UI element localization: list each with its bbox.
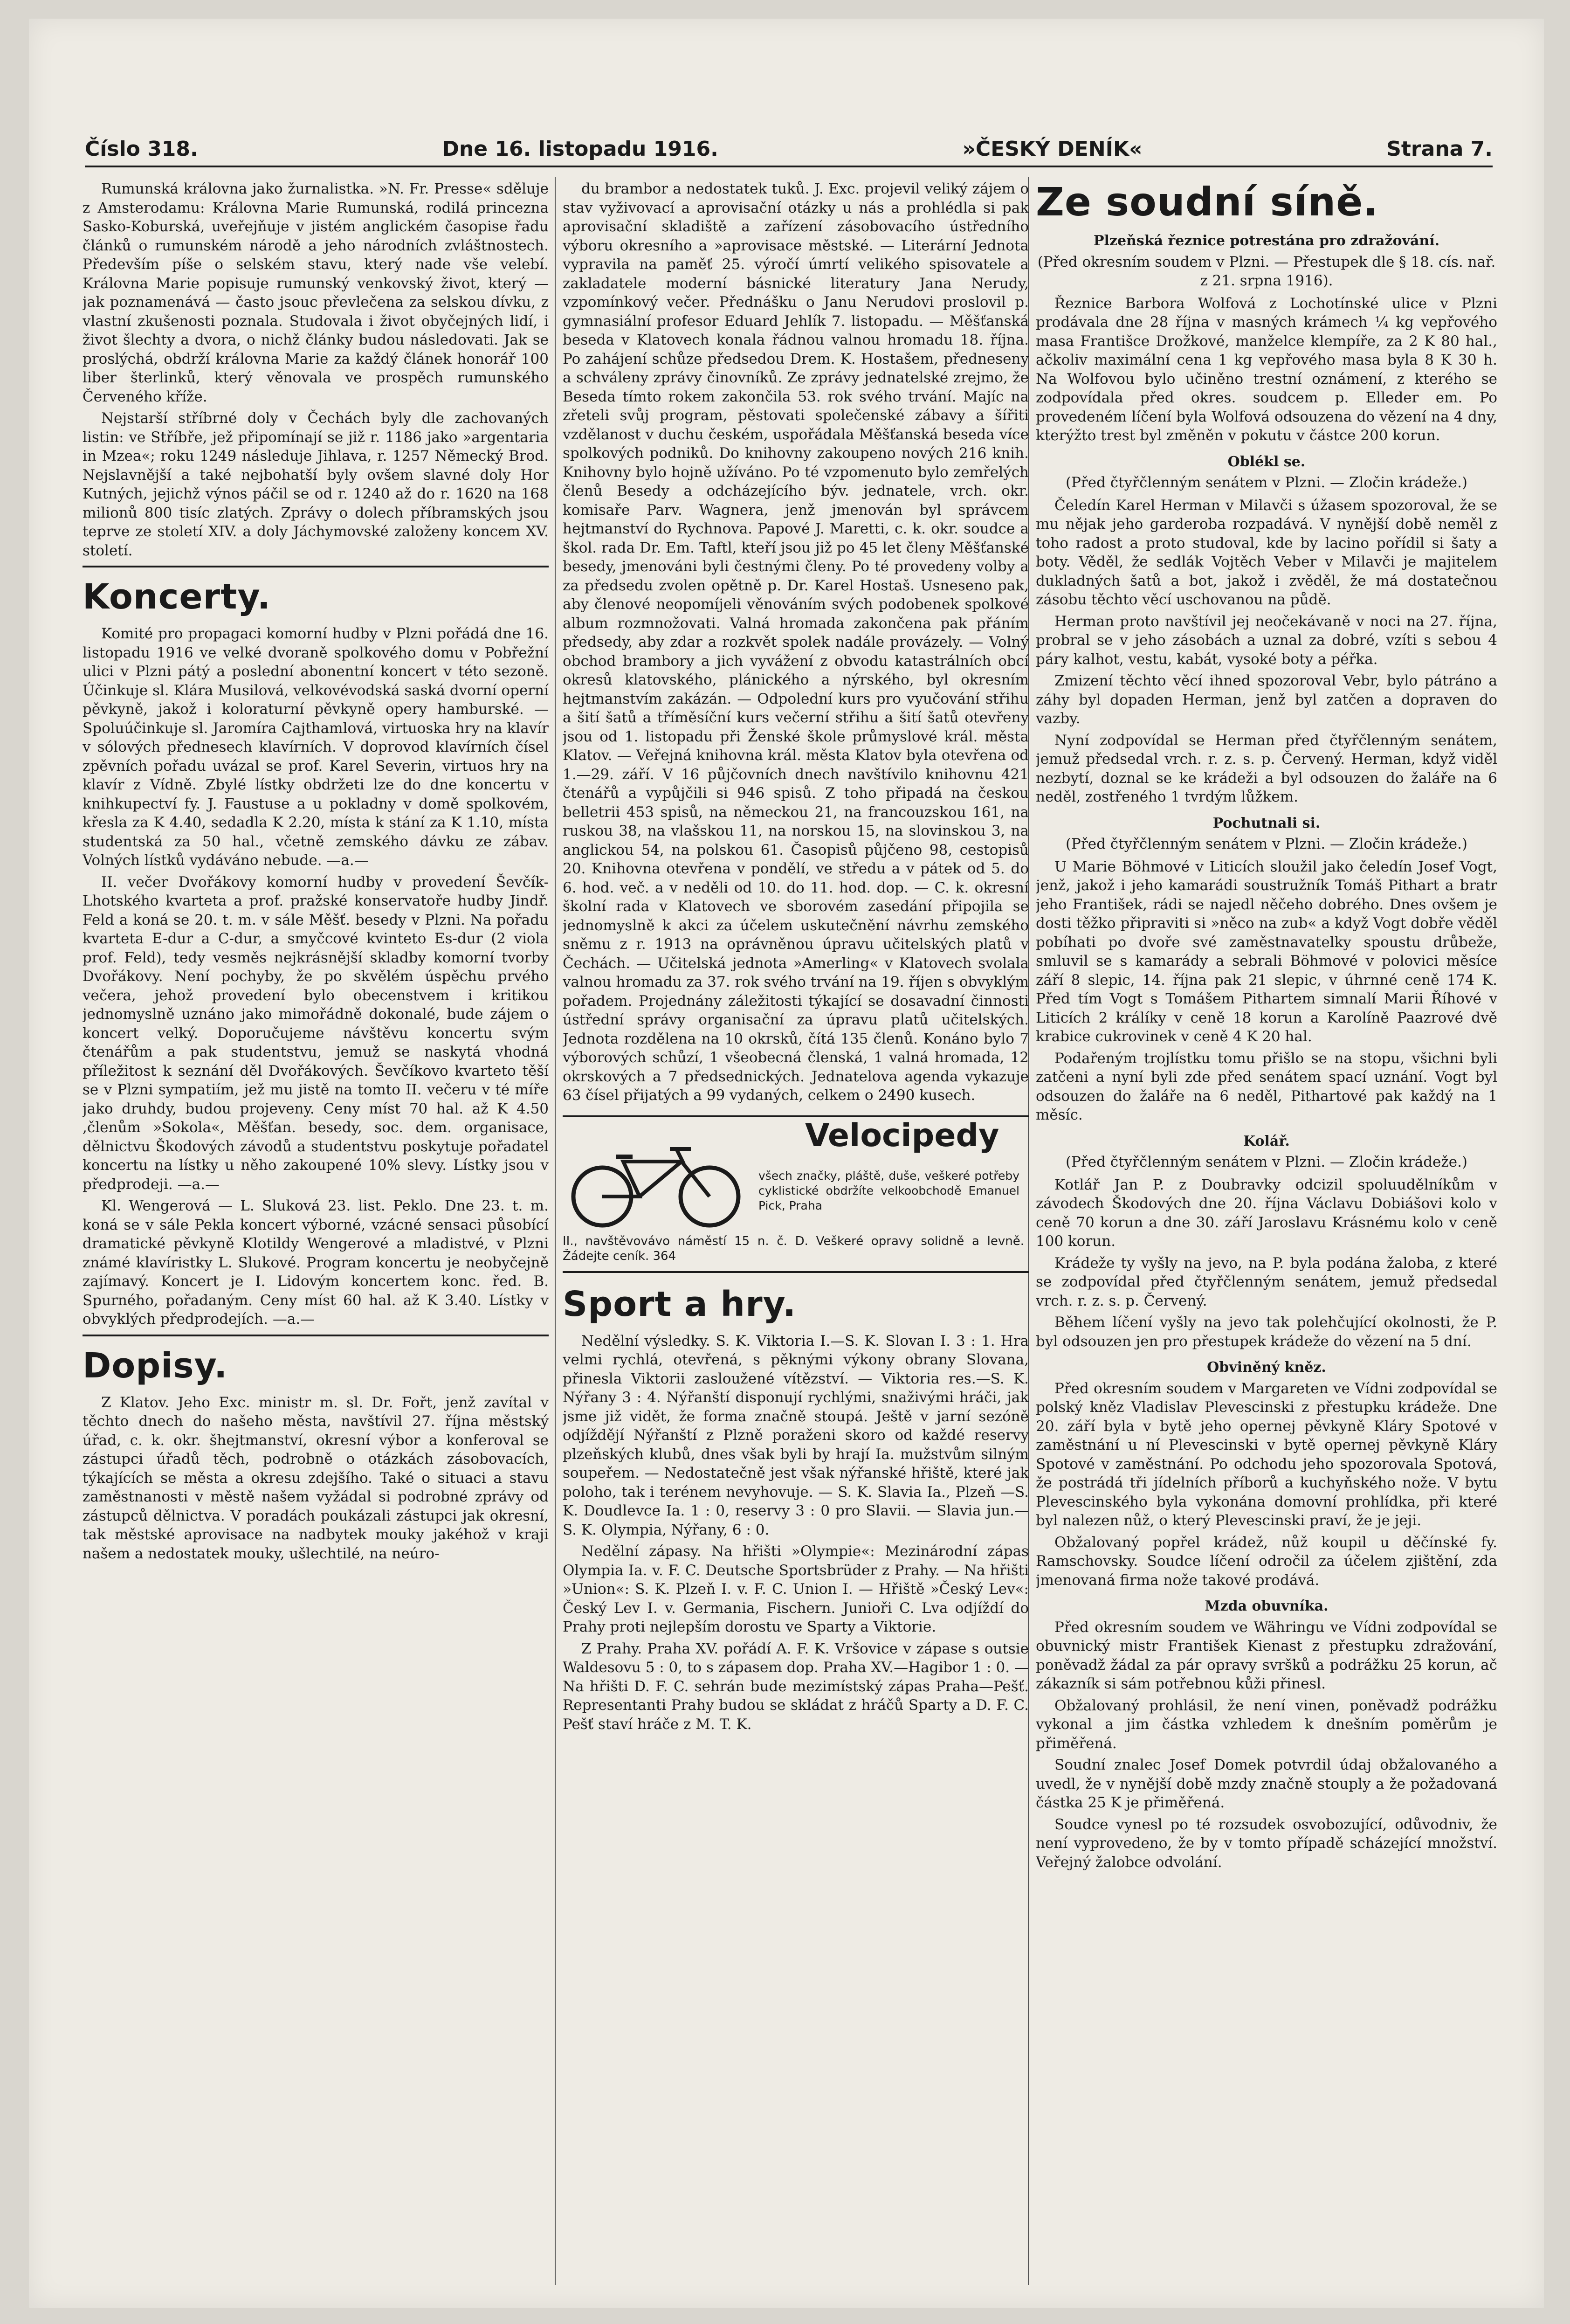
section-title-sport: Sport a hry. xyxy=(563,1284,797,1324)
article-chamber-music: Komité pro propagaci komorní hudby v Plzni pořádá dne 16. listopadu 1916 ve velké dvoraně spolkového domu v Pobřežní ulici v Plzni pátý a poslední abonentní koncert v této sezoně. Účinkuje sl. Klára Musilová, velkovévodská saská dvorní operní pěvkyně, jakož i koloraturní pěvkyně opery hamburské. — Spoluúčinkuje sl. Jaromíra Cajthamlová, virtuoska hry na klavír v sólových přednesech klavírních. V doprovod klavírních čísel zpěvních pořadu uvázal se prof. Karel Severin, virtuos hry na klavír z Vídně. Zbylé lístky obdržeti lze do dne koncertu v knihkupectví fy. J. Faustuse a u pokladny v domě spolkovém, křesla za K 4.40, sedadla K 2.20, místa k stání za K 1.10, místa studentská za 50 hal., včetně zemského dávku ze zábav. Volných lístků vydáváno nebude. —a.— xyxy=(83,625,549,869)
bicycle-icon xyxy=(563,1136,749,1229)
section-title-letters: Dopisy. xyxy=(83,1345,228,1386)
court-report: Obžalovaný popřel krádež, nůž koupil u děčínské fy. Ramschovsky. Soudce líčení odročil za účelem zjištění, zda jmenovaná firma nože takové prodává. xyxy=(1036,1534,1497,1589)
court-report: Před okresním soudem ve Währingu ve Vídni zodpovídal se obuvnický mistr František Kienast z přestupku zdražování, poněvadž žádal za pár opravy svršků a podrážku 25 korun, ač zákazník si sám potřebnou kůži přinesl. xyxy=(1036,1618,1497,1692)
court-report: Zmizení těchto věcí ihned spozoroval Vebr, bylo pátráno a záhy byl dopaden Herman, jenž byl zatčen a dopraven do vazby. xyxy=(1036,672,1497,727)
court-report: Herman proto navštívil jej neočekávaně v noci na 27. října, probral se v jeho zásobách a uznal za dobré, vzíti s sebou 4 páry kalhot, vestu, kabát, vysoké boty a péřka. xyxy=(1036,613,1497,668)
ad-title: Velocipedy xyxy=(805,1117,999,1154)
advertisement-bicycles xyxy=(563,1115,1029,1273)
section-title-court: Ze soudní síně. xyxy=(1036,180,1379,225)
court-report: Před okresním soudem v Margareten ve Vídni zodpovídal se polský kněz Vladislav Plevescinski z přestupku krádeže. Dne 20. září byla v bytě jeho opernej pěvkyně Kláry Spotové v zaměstnání u ní Plevescinski v bytě opernej pěvkyně Kláry Spotové v zaměstnání. Po odchodu jeho spozorovala Spotová, že postrádá tři jídelních příborů a kuchyňského nože. V bytu Plevescinského byla vykonána domovní prohlídka, při které byl nalezen nůž, o který Plevescinski praví, že je jeji. xyxy=(1036,1380,1497,1529)
article-dvorak-evening: II. večer Dvořákovy komorní hudby v provedení Ševčík-Lhotského kvarteta a prof. pražské konservatoře hudby Jindř. Feld a koná se 20. t. m. v sále Měšť. besedy v Plzni. Na pořadu kvarteta E-dur a C-dur, a smyčcové kvinteto Es-dur (2 viola prof. Feld), tedy vesměs nejkrásnější skladby komorní tvorby Dvořákovy. Není pochyby, že po skvělém úspěchu prvého večera, jehož provedení bylo obecenstvem i kritikou jednomyslně uznáno jako mimořádně dokonalé, bude zájem o koncert velký. Doporučujeme návštěvu koncertu svým čtenářům a pak studentstvu, jemuž se naskytá vhodná příležitost k seznání děl Dvořákových. Ševčíkovo kvarteto těší se v Plzni sympatiím, jež mu jistě na tomto II. večeru v té míře jako druhdy, budou projeveny. Ceny míst 70 hal. až K 4.50 ,členům »Sokola«, Měšťan. besedy, soc. dem. organisace, dělnictvu Škodových závodů a studentstvu poskytuje pořadatel koncertu na lístky u něho zakoupené 10% slevy. Lístky jsou v předprodeji. —a.— xyxy=(83,873,549,1193)
divider xyxy=(83,1335,549,1336)
ad-address: II., navštěvovávo náměstí 15 n. č. D. Veškeré opravy solidně a levně. Žádejte ceník. 364 xyxy=(563,1234,1024,1263)
column-left xyxy=(83,180,549,2287)
court-heading: Mzda obuvníka. xyxy=(1205,1598,1329,1614)
article-wengerova-concert: Kl. Wengerová — L. Sluková 23. list. Peklo. Dne 23. t. m. koná se v sále Pekla koncert výborné, vzácné sensaci působící dramatické pěvkyně Klotildy Wengerové a mladistvé, v Plzni známé klavíristky L. Slukové. Program koncertu je neobyčejně zajímavý. Koncert je I. Lidovým koncertem konc. řed. B. Spurného, pořadaným. Ceny míst 60 hal. až K 3.40. Lístky v obvyklých předprodejích. —a.— xyxy=(83,1197,549,1328)
court-heading: Obviněný kněz. xyxy=(1207,1359,1326,1376)
ad-text: všech značky, pláště, duše, veškeré potřeby cyklistické obdržíte velkoobchodě Emanuel Pick, Praha xyxy=(758,1169,1019,1212)
court-subheading: (Před čtyřčlenným senátem v Plzni. — Zločin krádeže.) xyxy=(1065,1154,1468,1170)
court-report: Nyní zodpovídal se Herman před čtyřčlenným senátem, jemuž předsedal vrch. r. z. s. p. Červený. Herman, když viděl nezbytí, doznal se ke krádeži a byl odsouzen do žaláře na 6 neděl, zostřeného 1 tvrdým lůžkem. xyxy=(1036,732,1497,805)
article-klatovy-minister: Z Klatov. Jeho Exc. ministr m. sl. Dr. Fořt, jenž zavítal v těchto dnech do našeho města, navštívil 27. října městský úřad, c. k. okr. šhejtmanství, okresní výbor a konferoval se zástupci úřadů těch, podrobně o otázkách zásobovacích, týkajících se města a okresu zdejšího. Také o situaci a stavu zaměstnanosti v městě našem vyžádal si podrobné zprávy od zástupců dělnictva. V poradách poukázali zástupci jak okresní, tak městské aprovisace na nadbytek mouky jakéhož v kraji našem a nedostatek mouky, ušlechtilé, na neúro- xyxy=(83,1394,549,1562)
article-from-prague: Z Prahy. Praha XV. pořádí A. F. K. Vršovice v zápase s outsie Waldesovu 5 : 0, to s zápasem dop. Praha XV.—Hagibor 1 : 0. — Na hřišti D. F. C. sehrán bude mezimístský zápas Praha—Pešť. Representanti Prahy budou se skládat z hráčů Sparty a D. F. C. Pešť staví hráče z M. T. K. xyxy=(563,1640,1029,1733)
newspaper-title: »ČESKÝ DENÍK« xyxy=(962,137,1143,161)
court-report: Podařeným trojlístku tomu přišlo se na stopu, všichni byli zatčeni a nyní byli zde před senátem spací uznání. Vogt byl odsouzen do žaláře na 6 neděl, Pithartové pak každý na 1 měsíc. xyxy=(1036,1050,1497,1123)
column-rule xyxy=(555,177,556,2285)
court-report: Řeznice Barbora Wolfová z Lochotínské ulice v Plzni prodávala dne 28 října v masných krámech ¼ kg vepřového masa Františce Drožkové, manželce klempíře, za 2 K 80 hal., ačkoliv maximální cena 1 kg vepřového masa byla 8 K 30 h. Na Wolfovou bylo učiněno trestní oznámení, z kterého se zodpovídala před okres. soudcem p. Elleder em. Po provedeném líčení byla Wolfová odsouzena do vězení na 4 dny, kterýžto trest byl změněn v pokutu v částce 200 korun. xyxy=(1036,295,1497,444)
issue-date: Dne 16. listopadu 1916. xyxy=(442,137,718,161)
section-title-concerts: Koncerty. xyxy=(83,577,271,617)
court-report: U Marie Böhmové v Liticích sloužil jako čeledín Josef Vogt, jenž, jakož i jeho kamarádi soustružník Tomáš Pithart a bratr jeho František, rádi se najedl něčeho dobrého. Dnes ovšem je dosti těžko připraviti si »něco na zub« a když Vogt dobře věděl pobíhati po dvoře své zaměstnavatelky spoustu drůbeže, smluvil se s kamarády a sebrali Böhmové v polovici měsíce září 8 slepic, 14. října pak 21 slepic, v úhrnné ceně 174 K. Před tím Vogt s Tomášem Pithartem simnalí Marii Říhové v Liticích 2 králíky v ceně 18 korun a Karolíně Paazrové dvě krabice cukrovinek v ceně 4 K 20 hal. xyxy=(1036,858,1497,1045)
court-report: Kotlář Jan P. z Doubravky odcizil spoluudělníkům v závodech Škodových dne 20. října Václavu Dobiášovi kolo v ceně 70 korun a dne 30. září Jaroslavu Krásnému kolo v ceně 100 korun. xyxy=(1036,1176,1497,1250)
court-report: Soudce vynesl po té rozsudek osvobozující, odůvodniv, že není vyprovedeno, že by v tomto případě scházející množství. Veřejný žalobce odvolání. xyxy=(1036,1816,1497,1871)
article-silver-mines: Nejstarší stříbrné doly v Čechách byly dle zachovaných listin: ve Stříbře, jež připomínají se již r. 1186 jako »argentaria in Mzea«; roku 1249 následuje Jihlava, r. 1257 Německý Brod. Nejslavnější a také nejbohatší byly ovšem slavné doly Hor Kutných, jejichž výnos páčil se od r. 1240 až do r. 1620 na 168 milionů 800 tisíc zlatých. Zprávy o dolech příbramských jsou teprve ze století XIV. a doly Jáchymovské založeny koncem XV. století. xyxy=(83,410,549,559)
column-middle xyxy=(563,180,1029,2287)
court-heading: Plzeňská řeznice potrestána pro zdražování. xyxy=(1093,233,1440,249)
court-heading: Pochutnali si. xyxy=(1212,815,1321,831)
court-heading: Kolář. xyxy=(1243,1133,1290,1149)
page-number: Strana 7. xyxy=(1386,137,1493,161)
court-report: Během líčení vyšly na jevo tak polehčující okolnosti, že P. byl odsouzen jen pro přestupek krádeže do vězení na 5 dní. xyxy=(1036,1314,1497,1350)
article-sunday-matches: Nedělní zápasy. Na hřišti »Olympie«: Mezinárodní zápas Olympia Ia. v. F. C. Deutsche Sportsbrüder z Prahy. — Na hřišti »Union«: S. K. Plzeň I. v. F. C. Union I. — Hřiště »Český Lev«: Český Lev I. v. Germania, Fischern. Junioři C. Lva odjíždí do Prahy proti nejlepším dorostu ve Sparty a Viktorie. xyxy=(563,1543,1029,1635)
court-report: Čeledín Karel Herman v Milavči s úžasem spozoroval, že se mu nějak jeho garderoba rozpadává. V nynější době neměl z toho radost a proto studoval, kde by lacino pořídil si šaty a boty. Věděl, že sedlák Vojtěch Veber v Milavči je majitelem dukladných šatů a bot, jakož i zvěděl, že má dostatečnou zásobu těchto věcí uschovanou na půdě. xyxy=(1036,497,1497,608)
column-right xyxy=(1036,180,1497,2287)
divider xyxy=(83,566,549,567)
court-subheading: (Před čtyřčlenným senátem v Plzni. — Zločin krádeže.) xyxy=(1065,474,1468,491)
court-report: Krádeže ty vyšly na jevo, na P. byla podána žaloba, z které se zodpovídal před čtyřčlenným senátem, jemuž předsedal vrch. r. z. s. p. Červený. xyxy=(1036,1254,1497,1309)
newspaper-page xyxy=(29,19,1544,2308)
page-header xyxy=(85,119,1493,167)
article-queen-journalist: Rumunská královna jako žurnalistka. »N. Fr. Presse« sděluje z Amsterodamu: Královna Marie Rumunská, rodilá princezna Sasko-Koburská, uveřejňuje v jistém anglickém časopise řadu článků o rumunském národě a jeho národních zvláštnostech. Především píše o selském stavu, který nade vše velebí. Královna Marie popisuje rumunský venkovský život, který — jak poznamenává — často jsouc převlečena za selskou dívku, z vlastní zkušenosti poznala. Studovala i život obyčejných lidí, i život šlechty a dvora, o nichž články budou následovati. Jak se proslýchá, obdrží královna Marie za každý článek honorář 100 liber šterlinků, který věnovala ve prospěch rumunského Červeného kříže. xyxy=(83,180,549,405)
article-sunday-results: Nedělní výsledky. S. K. Viktoria I.—S. K. Slovan I. 3 : 1. Hra velmi rychlá, otevřená, s pěknými výkony obrany Slovana, přinesla Viktorii zasloužené vítězství. — Viktoria res.—S. K. Nýřany 3 : 4. Nýřanští disponují rychlými, snaživými hráči, jak jsme již vidět, že forma značně stoupá. Ještě v jarní sezóně odjíždějí Nýřanští z Plzně poraženi skoro od každé reservy plzeňských klubů, dnes však byli by hrají Ia. mužstvům silným soupeřem. — Nedostatečně jest však nýřanské hřiště, které jak poloho, tak i terénem nevyhovuje. — S. K. Slavia Ia., Plzeň —S. K. Doudlevce Ia. 1 : 0, reservy 3 : 0 pro Slavii. — Slavia jun.—S. K. Olympia, Nýřany, 6 : 0. xyxy=(563,1332,1029,1538)
court-report: Obžalovaný prohlásil, že není vinen, poněvadž podrážku vykonal a jim částka vzhledem k dnešním poměrům je přiměřená. xyxy=(1036,1697,1497,1752)
court-subheading: (Před okresním soudem v Plzni. — Přestupek dle § 18. cís. nař. z 21. srpna 1916). xyxy=(1037,253,1496,289)
court-heading: Oblékl se. xyxy=(1227,453,1306,470)
court-report: Soudní znalec Josef Domek potvrdil údaj obžalovaného a uvedl, že v nynější době mzdy značně stouply a že požadovaná částka 25 K je přiměřená. xyxy=(1036,1757,1497,1811)
article-klatovy-continued: du brambor a nedostatek tuků. J. Exc. projevil veliký zájem o stav vyživovací a aprovisační otázky u nás a prohlédla si pak aprovisační skladiště a zařízení zásobovacího ústředního výboru okresního a »aprovisace městské. — Literární Jednota vypravila na paměť 25. výročí úmrtí velikého spisovatele a zakladatele moderní básnické literatury Jana Nerudy, vzpomínkový večer. Přednášku o Janu Nerudovi proslovil p. gymnasiální profesor Eduard Jehlík 7. listopadu. — Měšťanská beseda v Klatovech konala řádnou valnou hromadu 18. října. Po zahájení schůze předsedou Drem. K. Hostašem, předneseny a schváleny zprávy činovníků. Ze zprávy jednatelské zrejmo, že Beseda tímto rokem zakončila 53. rok svého trvání. Majíc na zřeteli svůj program, pěstovati společenské zábavy a šířiti vzdělanost v duchu českém, uspořádala Měšťanská beseda více spolkových podniků. Do knihovny zakoupeno nových 216 knih. Knihovny bylo hojně užíváno. Po té vzpomenuto bylo zemřelých členů Besedy a odcházejícího býv. jednatele, vrch. okr. komisaře Parv. Wagnera, jenž jmenován byl správcem hejtmanství do Rychnova. Papové J. Maretti, c. k. okr. soudce a škol. rada Dr. Em. Taftl, kteří jsou již po 45 let členy Měšťanské besedy, jmenováni byli čestnými členy. Po té provedeny volby a za předsedu zvolen opětně p. Dr. Karel Hostaš. Usneseno pak, aby členové neopomíjeli věnováním svých podobenek spolkové album rozmnožovati. Valná hromada zakončena pak přáním předsedy, aby zdar a rozkvět spolek nadále provázely. — Volný obchod brambory a jich vyvážení z obvodu katastrálních obcí okresů klatovského, plánického a nýrského, byl okresním hejtmanstvím zakázán. — Odpolední kurs pro vyučování střihu a šití šatů a tříměsíční kurs večerní střihu a šití šatů otevřeny jsou od 1. listopadu při Ženské škole průmyslové král. města Klatov. — Veřejná knihovna král. města Klatov byla otevřena od 1.—29. září. V 16 půjčovních dnech navštívilo knihovnu 421 čtenářů a vypůjčili si 946 spisů. Z toho připadá na českou belletrii 453 spisů, na německou 21, na francouzskou 161, na ruskou 38, na vlašskou 11, na norskou 15, na slovinskou 3, na anglickou 54, na polskou 61. Časopisů půjčeno 98, cestopisů 20. Knihovna otevřena v pondělí, ve středu a v pátek od 5. do 6. hod. več. a v neděli od 10. do 11. hod. dop. — C. k. okresní školní rada v Klatovech ve sborovém zasedání připojila se jednomyslně k akci za účelem uskutečnění návrhu zemského sněmu z r. 1913 na oprávněnou úpravu učitelských platů v Čechách. — Učitelská jednota »Amerling« v Klatovech svolala valnou hromadu za 37. rok svého trvání na 19. říjen s obvyklým pořadem. Projednány záležitosti týkající se dosavadní činnosti ústřední správy organisační za úpravu platů učitelských. Jednota rozdělena na 10 okrsků, čítá 135 členů. Konáno bylo 7 výborových schůzí, 1 všeobecná členská, 1 valná hromada, 12 okrskových a 7 předsednických. Jednatelova agenda vykazuje 63 čísel přijatých a 99 vydaných, celkem o 2490 kusech. xyxy=(563,180,1029,1104)
court-subheading: (Před čtyřčlenným senátem v Plzni. — Zločin krádeže.) xyxy=(1065,836,1468,852)
issue-number: Číslo 318. xyxy=(85,137,198,161)
